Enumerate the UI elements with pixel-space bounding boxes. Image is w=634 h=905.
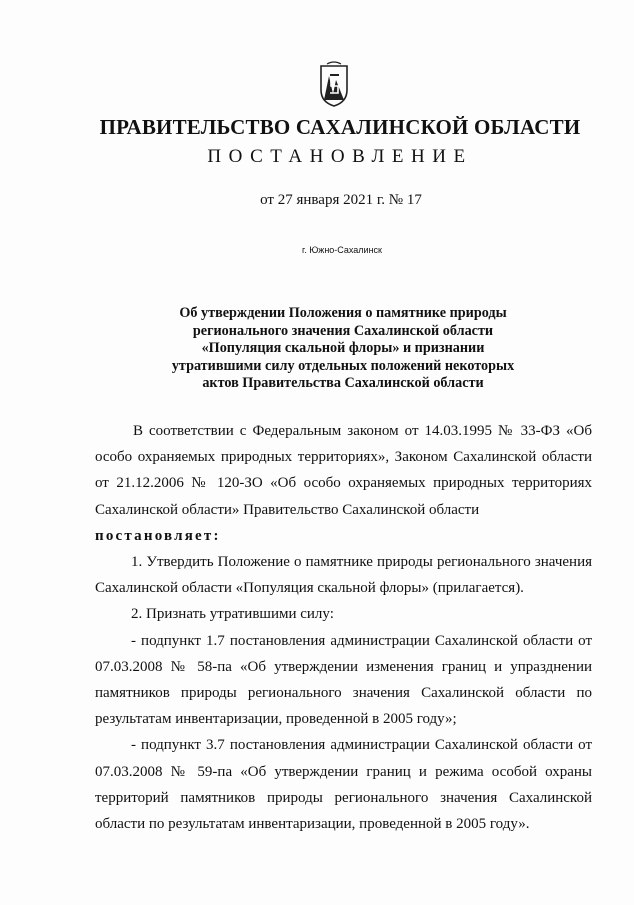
preamble-paragraph: В соответствии с Федеральным законом от 14.03.1995 № 33-ФЗ «Об особо охраняемых природных территориях», Законом Сахалинской области от 21.12.2006 № 120-ЗО «Об особо охраняемых природных территориях Сахалинской области» Правительство Сахалинской области — [95, 423, 592, 518]
document-body — [95, 418, 592, 837]
subitem-1-paragraph: - подпункт 1.7 постановления администрации Сахалинской области от 07.03.2008 № 58-па «Об утверждении изменения границ и упразднении памятников природы регионального значения Сахалинской области по результатам инвентаризации, проведенной в 2005 году»; — [95, 632, 592, 728]
item-1-paragraph: 1. Утвердить Положение о памятнике природы регионального значения Сахалинской области «Популяция скальной флоры» (прилагается). — [95, 554, 592, 597]
decree-word: постановляет: — [95, 527, 221, 544]
decree-word-paragraph — [95, 523, 592, 549]
subject-line: «Популяция скальной флоры» и признании — [201, 340, 485, 357]
subitem-2-paragraph: - подпункт 3.7 постановления администрации Сахалинской области от 07.03.2008 № 59-па «Об утверждении границ и режима особой охраны территорий памятников природы регионального значения Сахалинской области по результатам инвентаризации, проведенной в 2005 году». — [95, 737, 592, 833]
government-title: ПРАВИТЕЛЬСТВО САХАЛИНСКОЙ ОБЛАСТИ — [99, 115, 581, 139]
subject-line: актов Правительства Сахалинской области — [202, 375, 484, 392]
city-line: г. Южно-Сахалинск — [302, 245, 382, 255]
subject-line: утратившими силу отдельных положений некоторых — [171, 357, 515, 374]
subject-line: Об утверждении Положения о памятнике природы — [179, 305, 507, 321]
item-2-paragraph: 2. Признать утратившими силу: — [131, 606, 334, 623]
document-type: ПОСТАНОВЛЕНИЕ — [207, 146, 473, 167]
document-subject — [140, 305, 546, 393]
sakhalin-coat-of-arms-icon — [318, 60, 350, 108]
subject-line: регионального значения Сахалинской области — [192, 322, 494, 339]
date-number-line: от 27 января 2021 г. № 17 — [260, 192, 422, 208]
